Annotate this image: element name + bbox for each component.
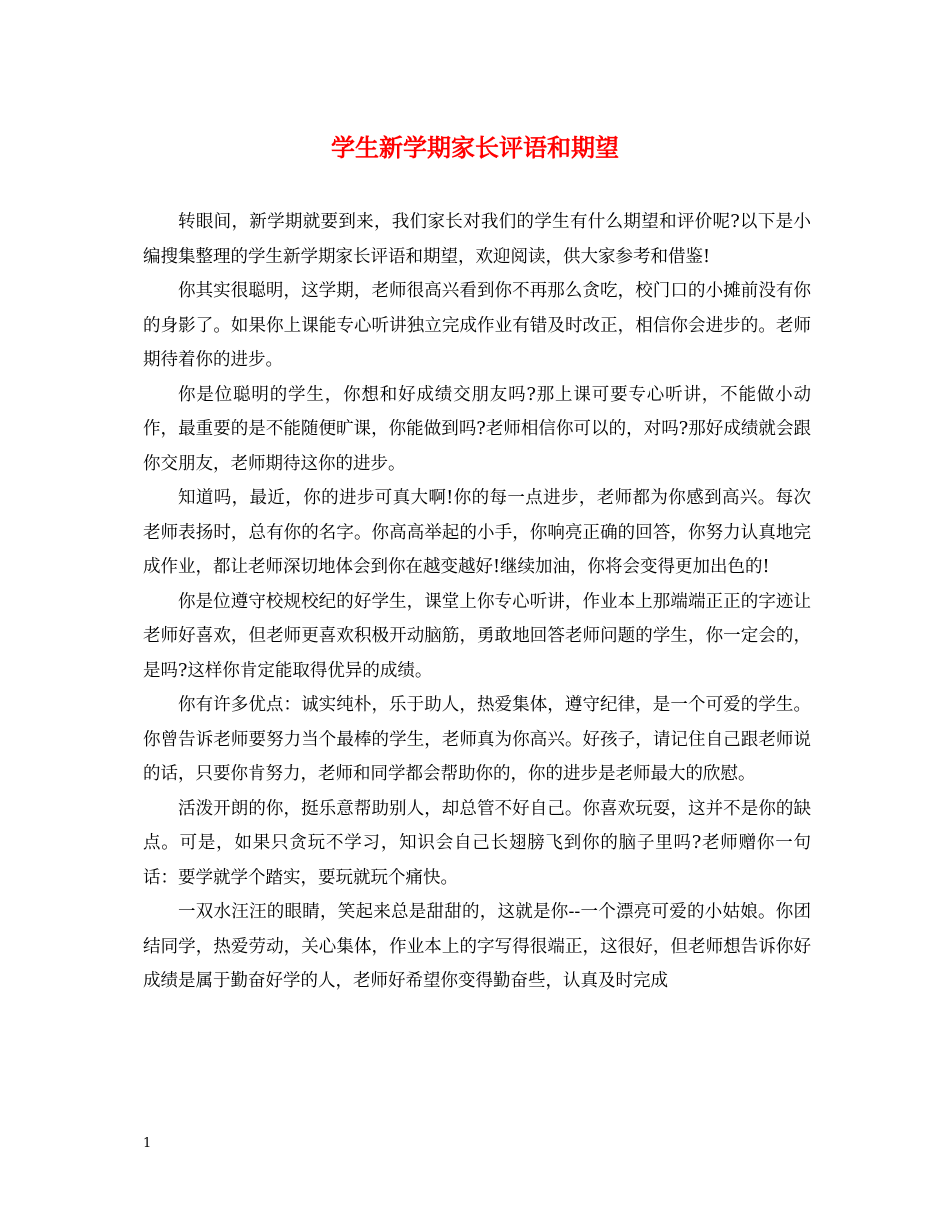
- page-number: 1: [143, 1136, 152, 1151]
- paragraph-comment-2: 你是位聪明的学生，你想和好成绩交朋友吗?那上课可要专心听讲，不能做小动作，最重要的是不能随便旷课，你能做到吗?老师相信你可以的，对吗?那好成绩就会跟你交朋友，老师期待这你的进步。: [143, 384, 811, 474]
- paragraph-comment-5: 你有许多优点：诚实纯朴，乐于助人，热爱集体，遵守纪律，是一个可爱的学生。你曾告诉老师要努力当个最棒的学生，老师真为你高兴。好孩子，请记住自己跟老师说的话，只要你肯努力，老师和同学都会帮助你的，你的进步是老师最大的欣慰。: [143, 695, 811, 784]
- document-body: [143, 205, 811, 999]
- paragraph-comment-1: 你其实很聪明，这学期，老师很高兴看到你不再那么贪吃，校门口的小摊前没有你的身影了。如果你上课能专心听讲独立完成作业有错及时改正，相信你会进步的。老师期待着你的进步。: [143, 281, 811, 370]
- paragraph-comment-7: 一双水汪汪的眼睛，笑起来总是甜甜的，这就是你--一个漂亮可爱的小姑娘。你团结同学，热爱劳动，关心集体，作业本上的字写得很端正，这很好，但老师想告诉你好成绩是属于勤奋好学的人，老师好希望你变得勤奋些，认真及时完成: [143, 902, 811, 991]
- paragraph-comment-3: 知道吗，最近，你的进步可真大啊!你的每一点进步，老师都为你感到高兴。每次老师表扬时，总有你的名字。你高高举起的小手，你响亮正确的回答，你努力认真地完成作业，都让老师深切地体会到你在越变越好!继续加油，你将会变得更加出色的!: [143, 488, 811, 577]
- paragraph-comment-6: 活泼开朗的你，挺乐意帮助别人，却总管不好自己。你喜欢玩耍，这并不是你的缺点。可是，如果只贪玩不学习，知识会自己长翅膀飞到你的脑子里吗?老师赠你一句话：要学就学个踏实，要玩就玩个痛快。: [143, 798, 811, 888]
- paragraph-intro: 转眼间，新学期就要到来，我们家长对我们的学生有什么期望和评价呢?以下是小编搜集整理的学生新学期家长评语和期望，欢迎阅读，供大家参考和借鉴!: [143, 212, 811, 267]
- paragraph-comment-4: 你是位遵守校规校纪的好学生，课堂上你专心听讲，作业本上那端端正正的字迹让老师好喜欢，但老师更喜欢积极开动脑筋，勇敢地回答老师问题的学生，你一定会的，是吗?这样你肯定能取得优异的成绩。: [143, 591, 811, 681]
- document-title: 学生新学期家长评语和期望: [331, 133, 619, 162]
